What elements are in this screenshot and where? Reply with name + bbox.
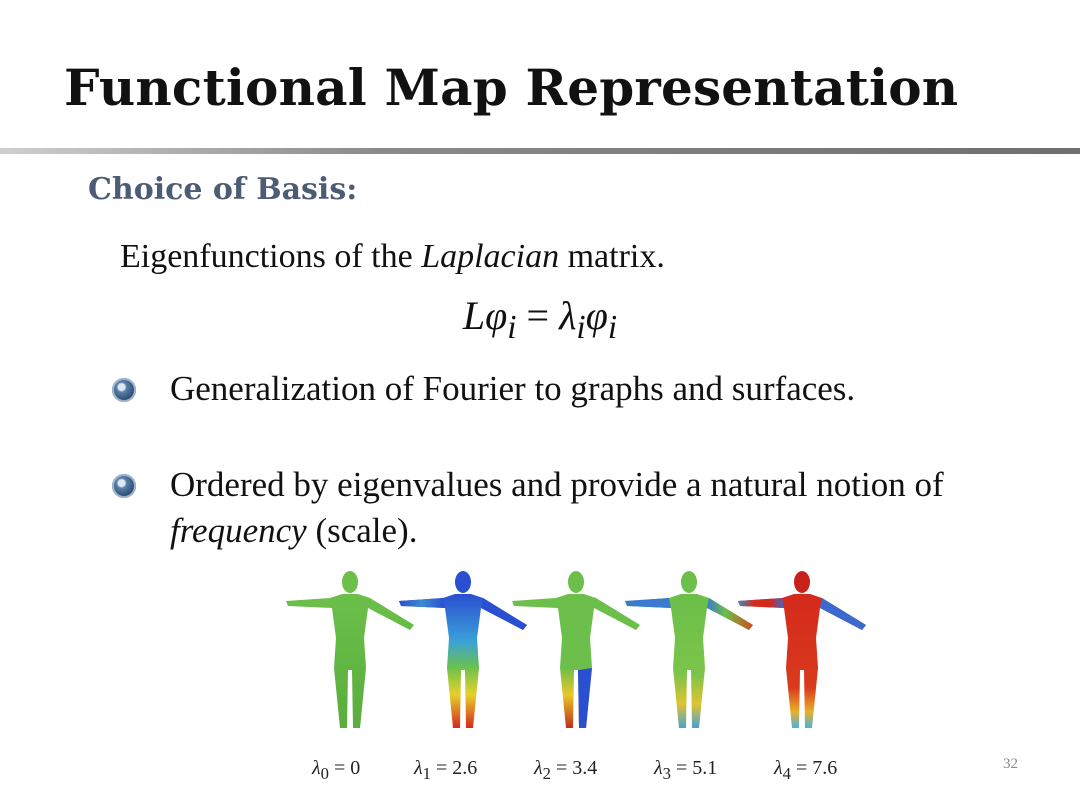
bullet-item-fourier xyxy=(112,366,855,412)
figure-lambda-2 xyxy=(512,571,640,728)
eigen-value: = 7.6 xyxy=(791,757,838,779)
intro-prefix: Eigenfunctions of the xyxy=(120,238,422,275)
intro-line xyxy=(120,238,665,276)
eigen-sub: 0 xyxy=(320,764,329,783)
eigen-sub: 1 xyxy=(422,764,431,783)
equation-lhs: Lφ xyxy=(462,293,508,338)
eigen-label-2 xyxy=(534,757,597,784)
figure-lambda-3 xyxy=(625,571,753,728)
eigen-symbol: λ xyxy=(654,757,663,779)
eigen-label-0 xyxy=(312,757,360,784)
bullet-text: Generalization of Fourier to graphs and surfaces. xyxy=(170,369,856,408)
bullet-text xyxy=(170,462,1012,554)
equation-lhs-sub: i xyxy=(507,309,517,346)
bullet-item-frequency xyxy=(112,462,1012,554)
page-number: 32 xyxy=(1003,756,1018,772)
figure-lambda-1 xyxy=(399,571,527,728)
figure-lambda-4 xyxy=(738,571,866,728)
bullet-suffix: (scale). xyxy=(306,511,418,550)
eigen-sub: 3 xyxy=(662,764,671,783)
bullet-emphasis: frequency xyxy=(170,511,307,550)
section-heading: Choice of Basis: xyxy=(88,172,358,207)
eigen-value: = 2.6 xyxy=(431,757,478,779)
eigen-symbol: λ xyxy=(312,757,321,779)
intro-suffix: matrix. xyxy=(559,238,665,275)
slide-title: Functional Map Representation xyxy=(64,58,959,117)
human-shape-figures xyxy=(280,568,880,738)
eigen-symbol: λ xyxy=(774,757,783,779)
eigen-value: = 0 xyxy=(329,757,361,779)
equation-rhs-phi: φ xyxy=(585,293,608,338)
intro-emphasis: Laplacian xyxy=(421,238,560,275)
eigenfunction-figures xyxy=(280,568,880,738)
round-bullet-icon xyxy=(112,474,136,498)
eigen-label-4 xyxy=(774,757,837,784)
eigenvalue-labels xyxy=(0,757,1080,787)
eigen-symbol: λ xyxy=(414,757,423,779)
eigen-label-3 xyxy=(654,757,717,784)
laplacian-equation xyxy=(0,292,1080,347)
title-divider xyxy=(0,148,1080,154)
bullet-prefix: Ordered by eigenvalues and provide a natural notion of xyxy=(170,465,944,504)
equation-rhs-lambda-sub: i xyxy=(576,309,586,346)
eigen-symbol: λ xyxy=(534,757,543,779)
figure-lambda-0 xyxy=(286,571,414,728)
eigen-sub: 4 xyxy=(782,764,791,783)
eigen-value: = 5.1 xyxy=(671,757,718,779)
equation-operator: = xyxy=(516,293,560,338)
eigen-sub: 2 xyxy=(542,764,551,783)
eigen-value: = 3.4 xyxy=(551,757,598,779)
equation-rhs-phi-sub: i xyxy=(607,309,618,346)
eigen-label-1 xyxy=(414,757,477,784)
equation-rhs-lambda: λ xyxy=(559,293,577,338)
round-bullet-icon xyxy=(112,378,136,402)
